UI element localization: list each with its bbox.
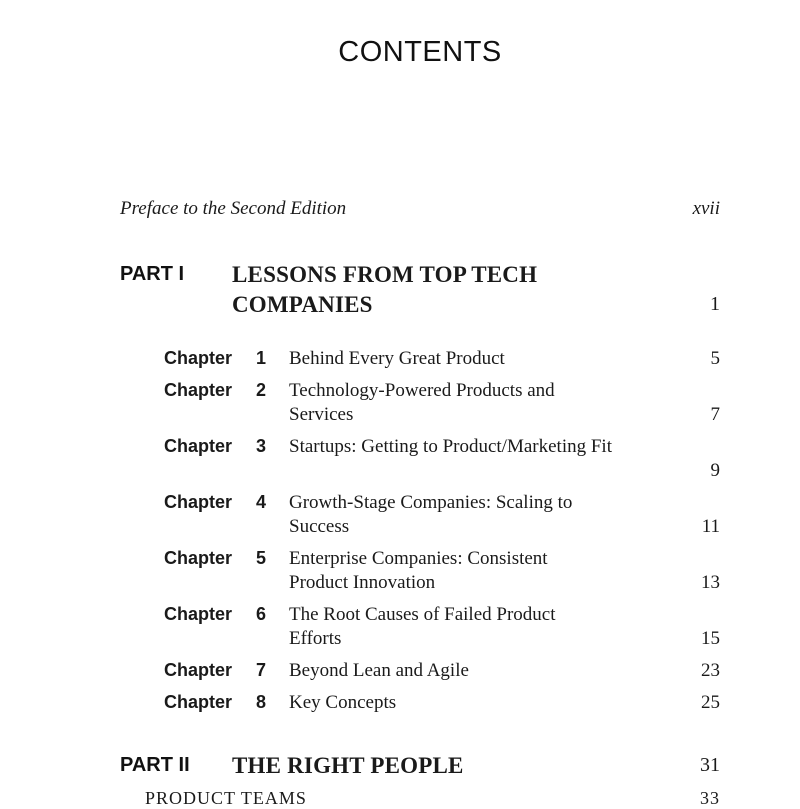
chapter-label: Chapter <box>164 692 233 712</box>
section-page: 33 <box>700 788 720 808</box>
part-page: 1 <box>710 293 720 315</box>
part-label: PART I <box>120 263 185 285</box>
chapter-title: Behind Every Great Product <box>289 348 505 369</box>
part-title: THE RIGHT PEOPLE <box>232 753 464 778</box>
chapter-label: Chapter <box>164 436 233 456</box>
chapter-number: 7 <box>256 660 267 680</box>
page-title: CONTENTS <box>338 36 502 68</box>
preface-entry[interactable] <box>120 198 720 220</box>
chapter-number: 1 <box>256 348 267 368</box>
chapter-entry-4[interactable] <box>164 492 720 548</box>
chapter-title: Beyond Lean and Agile <box>289 660 469 681</box>
chapter-entry-6[interactable] <box>164 604 720 660</box>
chapter-number: 5 <box>256 548 267 568</box>
chapter-page: 25 <box>701 692 720 713</box>
chapter-label: Chapter <box>164 492 233 512</box>
preface-page: xvii <box>692 198 720 219</box>
chapter-entry-3[interactable] <box>164 436 720 492</box>
chapter-number: 2 <box>256 380 267 400</box>
chapter-label: Chapter <box>164 348 233 368</box>
section-entry[interactable] <box>145 788 720 809</box>
chapter-number: 8 <box>256 692 267 712</box>
chapter-page: 13 <box>701 572 720 593</box>
chapter-number: 3 <box>256 436 267 456</box>
chapter-entry-2[interactable] <box>164 380 720 436</box>
chapter-entry-5[interactable] <box>164 548 720 604</box>
chapter-title: Enterprise Companies: Consistent Product Innovation <box>289 548 548 593</box>
part-page: 31 <box>700 754 720 776</box>
preface-title: Preface to the Second Edition <box>120 198 347 219</box>
chapter-page: 9 <box>710 460 720 481</box>
chapter-label: Chapter <box>164 548 233 568</box>
chapter-label: Chapter <box>164 380 233 400</box>
chapter-entry-8[interactable] <box>164 692 720 748</box>
chapter-page: 23 <box>701 660 720 681</box>
chapter-number: 6 <box>256 604 267 624</box>
chapter-number: 4 <box>256 492 267 512</box>
chapter-page: 7 <box>710 404 720 425</box>
part-title: LESSONS FROM TOP TECH COMPANIES <box>232 262 538 317</box>
chapter-page: 15 <box>701 628 720 649</box>
section-title: PRODUCT TEAMS <box>145 788 307 808</box>
chapter-title: The Root Causes of Failed Product Efforts <box>289 604 556 649</box>
chapter-label: Chapter <box>164 604 233 624</box>
chapter-page: 5 <box>710 348 720 369</box>
chapter-title: Key Concepts <box>289 692 397 713</box>
chapter-title: Growth-Stage Companies: Scaling to Success <box>289 492 573 537</box>
chapter-title: Technology-Powered Products and Services <box>289 380 555 425</box>
chapter-title: Startups: Getting to Product/Marketing Fit <box>289 436 612 457</box>
chapter-page: 11 <box>701 516 720 537</box>
part-label: PART II <box>120 754 190 776</box>
chapter-label: Chapter <box>164 660 233 680</box>
